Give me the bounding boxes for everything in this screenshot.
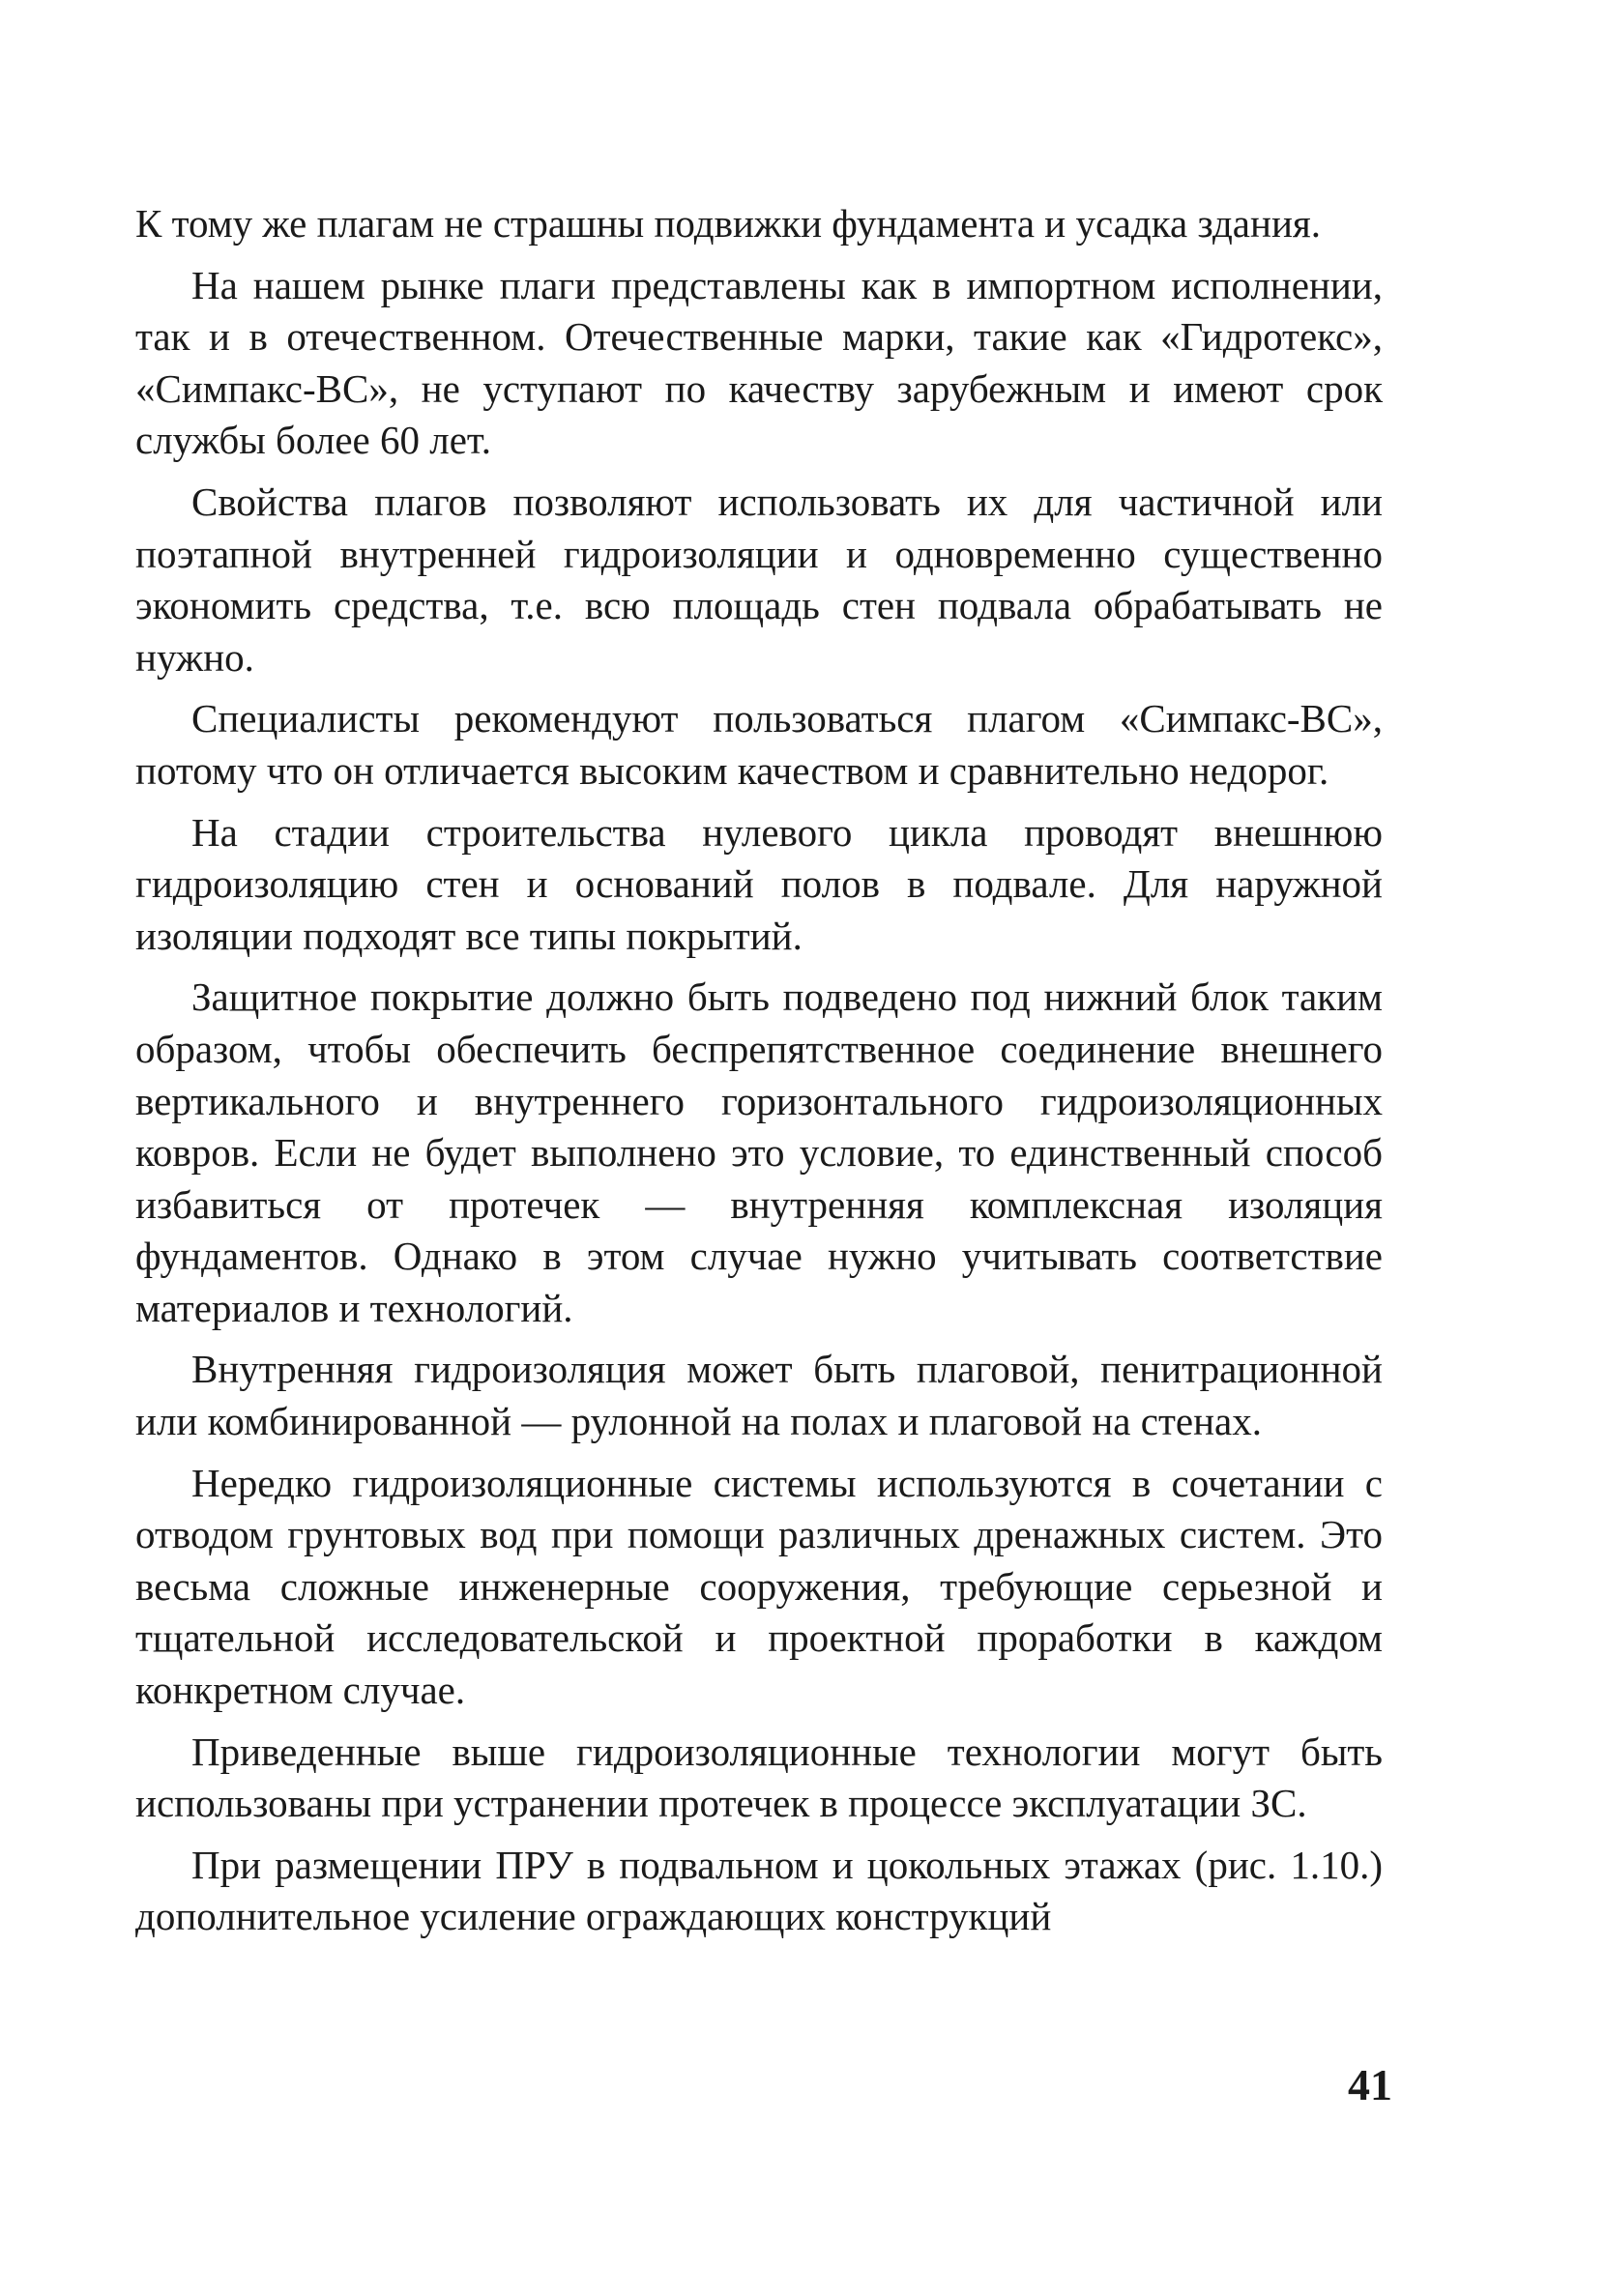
paragraph-5: На стадии строительства нулевого цикла проводят внешнюю гидроизоляцию стен и оснований полов в подвале. Для наружной изоляции подходят все типы покрытий. <box>135 809 1383 958</box>
paragraph-7: Внутренняя гидроизоляция может быть плаговой, пенитрационной или комбинированной — рулонной на полах и плаговой на стенах. <box>135 1347 1383 1444</box>
paragraph-8: Нередко гидроизоляционные системы используются в сочетании с отводом грунтовых вод при помощи различных дренажных систем. Это весьма сложные инженерные сооружения, требующие серьезной и тщательной исследовательской и проектной проработки в каждом конкретном случае. <box>135 1460 1383 1713</box>
body-text <box>135 198 1383 1953</box>
page-number: 41 <box>1348 2060 1392 2109</box>
paragraph-3: Свойства плагов позволяют использовать их для частичной или поэтапной внутренней гидроизоляции и одновременно существенно экономить средства, т.е. всю площадь стен подвала обрабатывать не нужно. <box>135 479 1383 680</box>
paragraph-10: При размещении ПРУ в подвальном и цокольных этажах (рис. 1.10.) дополнительное усиление ограждающих конструкций <box>135 1842 1383 1939</box>
paragraph-2: На нашем рынке плаги представлены как в импортном исполнении, так и в отечественном. Отечественные марки, такие как «Гидротекс», «Симпакс-ВС», не уступают по качеству зарубежным и имеют срок службы более 60 лет. <box>135 262 1383 463</box>
paragraph-9: Приведенные выше гидроизоляционные технологии могут быть использованы при устранении протечек в процессе эксплуатации ЗС. <box>135 1729 1383 1826</box>
paragraph-1: К тому же плагам не страшны подвижки фундамента и усадка здания. <box>135 201 1321 246</box>
paragraph-6: Защитное покрытие должно быть подведено под нижний блок таким образом, чтобы обеспечить беспрепятственное соединение внешнего вертикального и внутреннего горизонтального гидроизоляционных ковров. Если не будет выполнено это условие, то единственный способ избавиться от протечек — внутренняя комплексная изоляция фундаментов. Однако в этом случае нужно учитывать соответствие материалов и технологий. <box>135 974 1383 1330</box>
paragraph-4: Специалисты рекомендуют пользоваться плагом «Симпакс-ВС», потому что он отличается высоким качеством и сравнительно недорог. <box>135 696 1383 793</box>
